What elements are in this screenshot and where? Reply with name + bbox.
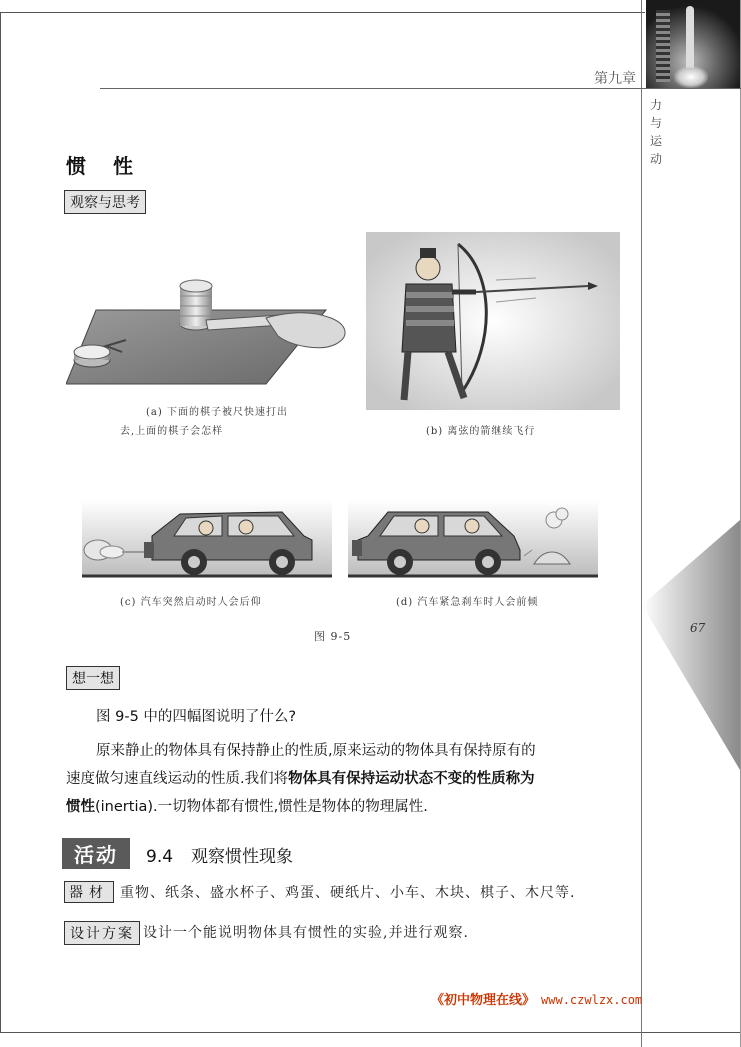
inertia-term: 惯性 bbox=[66, 799, 95, 815]
figure-a-caption-line1: (a) 下面的棋子被尺快速打出 bbox=[146, 407, 288, 418]
page-number: 67 bbox=[690, 621, 706, 635]
page-border-bottom bbox=[0, 1032, 741, 1033]
figure-b-caption: (b) 离弦的箭继续飞行 bbox=[426, 426, 536, 437]
materials-label: 器材 bbox=[64, 881, 114, 903]
materials-text: 重物、纸条、盛水杯子、鸡蛋、硬纸片、小车、木块、棋子、木尺等. bbox=[120, 885, 576, 901]
observe-think-label: 观察与思考 bbox=[64, 190, 146, 214]
think-label: 想一想 bbox=[66, 666, 120, 690]
chapter-side-title: 力 与 运 动 bbox=[650, 98, 663, 166]
figure-c-caption: (c) 汽车突然启动时人会后仰 bbox=[120, 597, 262, 608]
activity-badge: 活动 bbox=[62, 838, 130, 869]
figure-b-archer bbox=[366, 232, 620, 410]
figure-label: 图 9-5 bbox=[314, 630, 352, 643]
footer-url[interactable]: www.czwlzx.com bbox=[541, 993, 643, 1007]
footer-brand: 《初中物理在线》 bbox=[431, 993, 536, 1008]
activity-title bbox=[146, 842, 293, 867]
header-rule-side bbox=[641, 88, 741, 89]
section-title: 惯 性 bbox=[66, 154, 143, 178]
figure-d-car-braking bbox=[348, 500, 598, 582]
paragraph-line2: 速度做匀速直线运动的性质.我们将物体具有保持运动状态不变的性质称为 bbox=[66, 771, 535, 787]
paragraph-line1: 原来静止的物体具有保持静止的性质,原来运动的物体具有保持原有的 bbox=[96, 743, 536, 759]
figure-a-checkers bbox=[66, 274, 366, 394]
header-rule bbox=[100, 88, 641, 89]
paragraph-bold-definition: 物体具有保持运动状态不变的性质称为 bbox=[288, 771, 535, 787]
figure-d-caption: (d) 汽车紧急刹车时人会前倾 bbox=[396, 597, 539, 608]
page-tab bbox=[642, 520, 740, 770]
rocket-launch-image bbox=[646, 0, 740, 88]
paragraph-line3: 惯性(inertia).一切物体都有惯性,惯性是物体的物理属性. bbox=[66, 799, 428, 815]
activity-number: 9.4 bbox=[146, 847, 174, 867]
footer-watermark bbox=[431, 989, 642, 1008]
chapter-label: 第九章 bbox=[594, 71, 636, 87]
page-border-left bbox=[0, 12, 1, 1032]
paragraph-question: 图 9-5 中的四幅图说明了什么? bbox=[96, 709, 297, 725]
design-plan-text: 设计一个能说明物体具有惯性的实验,并进行观察. bbox=[143, 925, 469, 941]
figure-a-caption-line2: 去,上面的棋子会怎样 bbox=[120, 426, 224, 437]
design-plan-label: 设计方案 bbox=[64, 921, 140, 945]
page-border-top bbox=[0, 12, 645, 13]
figure-c-car-starting bbox=[82, 500, 332, 582]
activity-title-text: 观察惯性现象 bbox=[191, 847, 294, 867]
